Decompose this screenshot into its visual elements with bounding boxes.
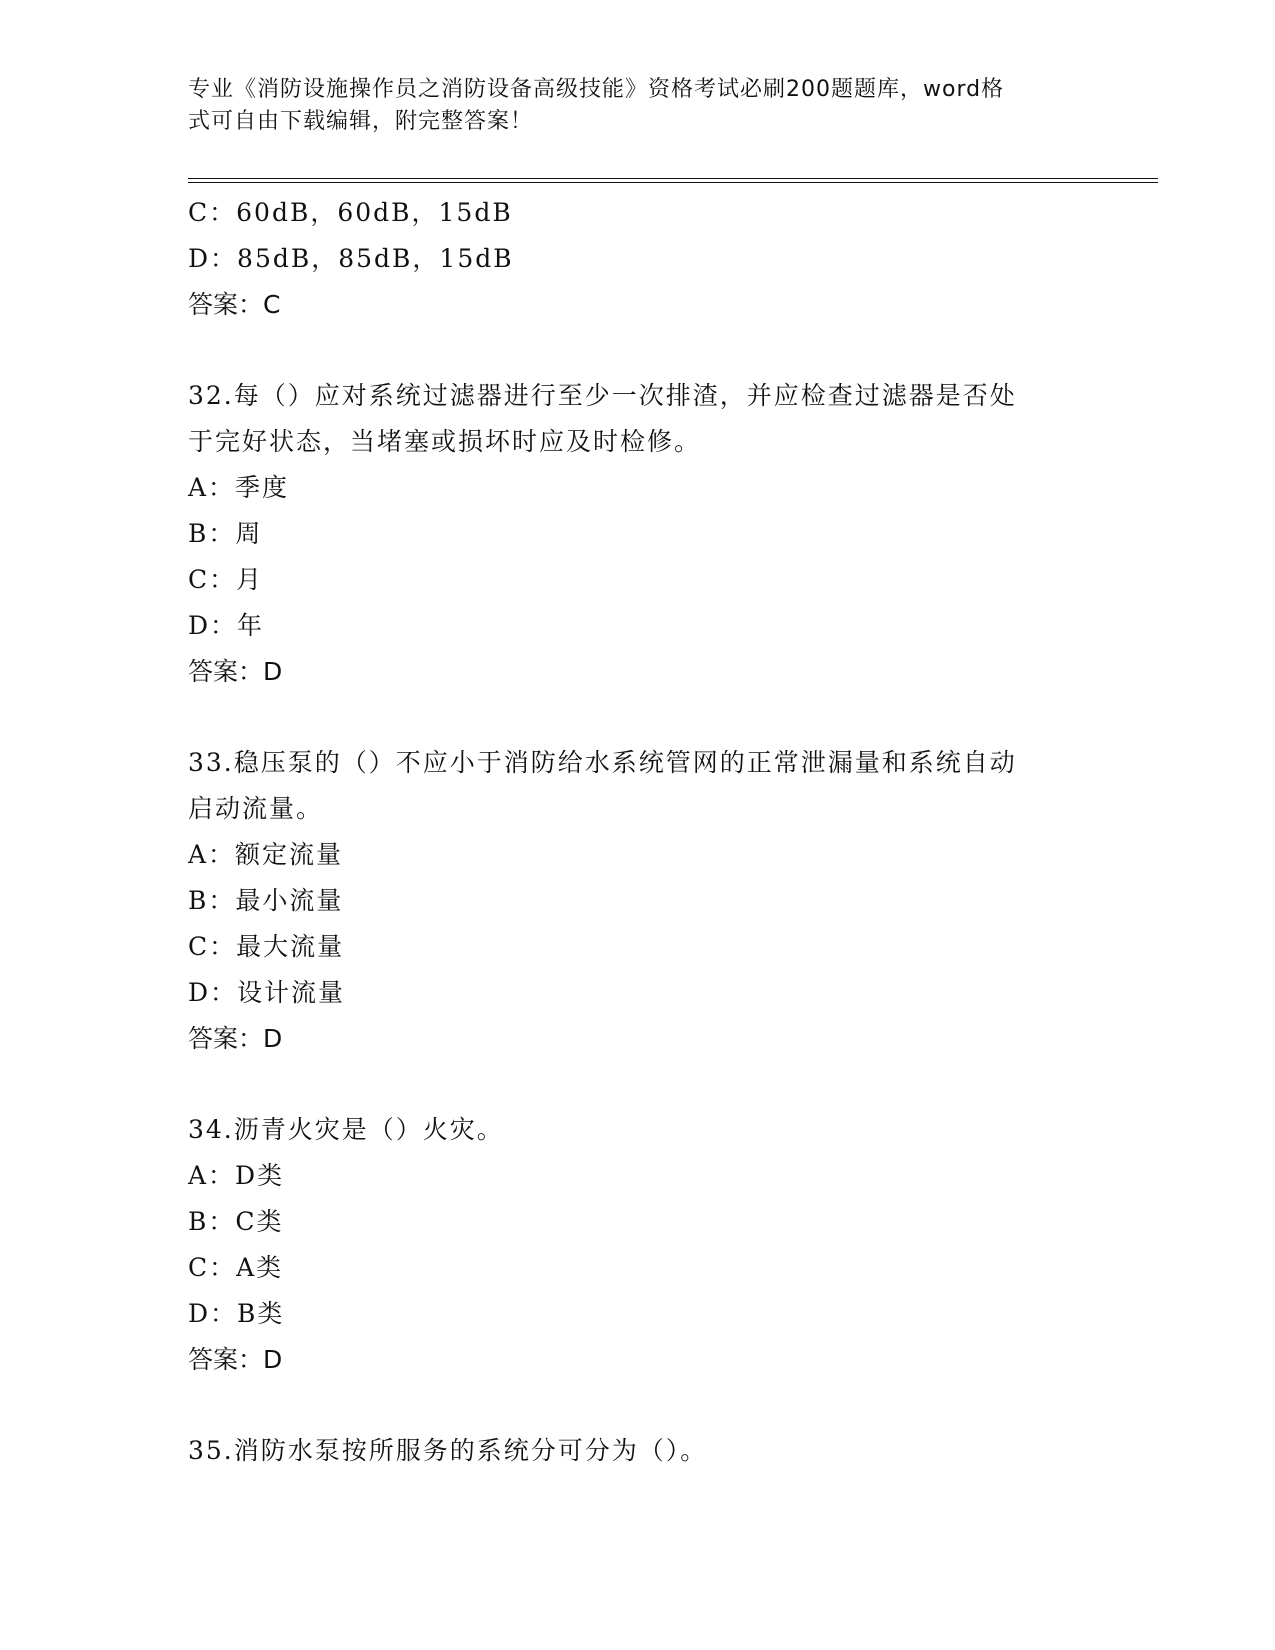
- question-stem: 33.稳压泵的（）不应小于消防给水系统管网的正常泄漏量和系统自动: [188, 748, 1017, 777]
- header-title-line-2: 式可自由下载编辑，附完整答案！: [188, 109, 534, 134]
- header-title-line-1: 专业《消防设施操作员之消防设备高级技能》资格考试必刷200题题库，word格: [188, 77, 1005, 102]
- answer-line: 答案：D: [188, 1024, 283, 1053]
- question-list: [188, 190, 1088, 1474]
- option-b: B：周: [188, 519, 263, 548]
- option-b: B：最小流量: [188, 886, 344, 915]
- document-header: [188, 74, 1088, 138]
- option-c: C：A类: [188, 1253, 284, 1282]
- option-a: A：D类: [188, 1161, 285, 1190]
- option-c: C：60dB，60dB，15dB: [188, 198, 513, 227]
- answer-line: 答案：D: [188, 657, 283, 686]
- answer-line: 答案：D: [188, 1345, 283, 1374]
- option-b: B：C类: [188, 1207, 284, 1236]
- question-stem: 32.每（）应对系统过滤器进行至少一次排渣，并应检查过滤器是否处: [188, 381, 1017, 410]
- option-c: C：最大流量: [188, 932, 345, 961]
- question-stem: 启动流量。: [188, 794, 324, 823]
- option-d: D：B类: [188, 1299, 285, 1328]
- question-35: [188, 1428, 1088, 1474]
- question-stem: 34.沥青火灾是（）火灾。: [188, 1115, 504, 1144]
- question-stem: 于完好状态，当堵塞或损坏时应及时检修。: [188, 427, 702, 456]
- option-a: A：季度: [188, 473, 290, 502]
- question-31-continued: [188, 190, 1088, 328]
- question-stem: 35.消防水泵按所服务的系统分可分为（）。: [188, 1436, 708, 1465]
- question-33: [188, 740, 1088, 1062]
- option-d: D：设计流量: [188, 978, 346, 1007]
- option-c: C：月: [188, 565, 264, 594]
- header-divider: [188, 178, 1158, 183]
- option-a: A：额定流量: [188, 840, 344, 869]
- answer-line: 答案：C: [188, 290, 281, 319]
- option-d: D：年: [188, 611, 265, 640]
- option-d: D：85dB，85dB，15dB: [188, 244, 514, 273]
- question-34: [188, 1107, 1088, 1383]
- question-32: [188, 373, 1088, 695]
